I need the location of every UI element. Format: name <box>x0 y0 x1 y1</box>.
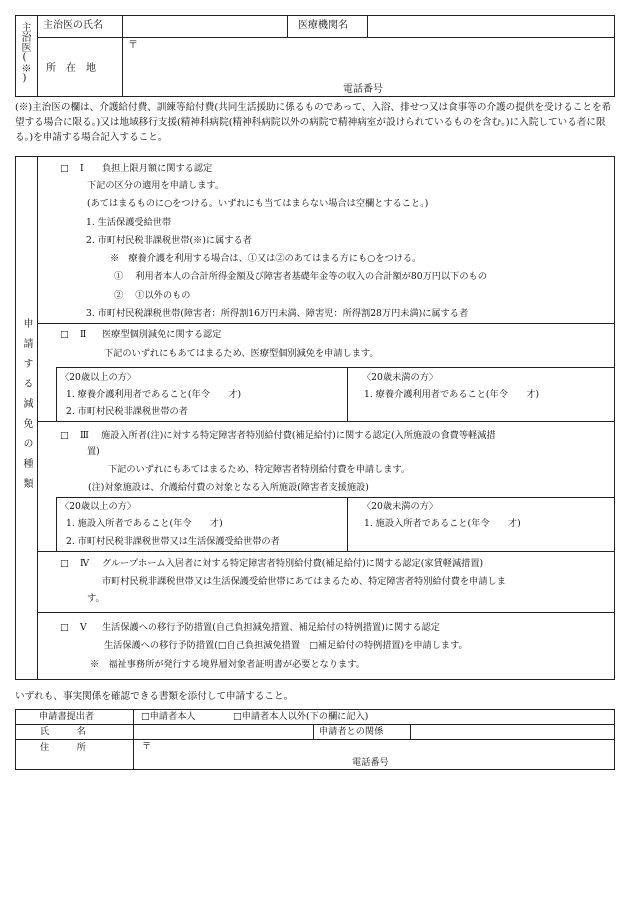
submitter-col-divider <box>313 724 314 739</box>
sec3-under20-item1: 1. 施設入所者であること(年令 才) <box>364 518 521 529</box>
doctor-row-divider <box>37 37 615 38</box>
sec3-note: (注)対象施設は、介護給付費の対象となる入所施設(障害者支援施設) <box>88 482 369 493</box>
doctor-col-divider <box>122 15 123 97</box>
sec2-subtable-left <box>56 367 57 421</box>
doctor-address-label: 所 在 地 <box>46 63 96 74</box>
sec4-checkbox[interactable]: □ <box>60 558 69 569</box>
doctor-phone-label: 電話番号 <box>343 84 383 95</box>
sec4-line1: 市町村民税非課税世帯又は生活保護受給世帯にあてはまるため、特定障害者特別給付費を申請しま <box>102 576 506 587</box>
doctor-address-field[interactable] <box>124 39 613 79</box>
sec3-number: Ⅲ <box>80 430 89 441</box>
sec3-over20-item2: 2. 市町村民税非課税世帯又は生活保護受給世帯の者 <box>66 536 280 547</box>
sec1-number: Ⅰ <box>80 163 84 174</box>
sec2-title: 医療型個別減免に関する認定 <box>102 329 222 340</box>
institution-label: 医療機関名 <box>298 20 348 31</box>
sec1-item2: 2. 市町村民税非課税世帯(※)に属する者 <box>86 235 252 246</box>
sec2-line1: 下記のいずれにもあてはまるため、医療型個別減免を申請します。 <box>104 348 379 359</box>
sec2-number: Ⅱ <box>80 329 87 340</box>
sec1-item1: 1. 生活保護受給世帯 <box>86 217 172 228</box>
sec3-line1: 下記のいずれにもあてはまるため、特定障害者特別給付費を申請します。 <box>108 464 411 475</box>
sec2-checkbox[interactable]: □ <box>60 329 69 340</box>
doctor-col-divider <box>37 15 38 97</box>
relation-field[interactable] <box>412 725 614 738</box>
sec2-over20-item1: 1. 療養介護利用者であること(年令 才) <box>66 389 242 400</box>
doctor-postal-mark: 〒 <box>128 40 138 51</box>
sec2-over20-item2: 2. 市町村民税非課税世帯の者 <box>66 406 188 417</box>
sec3-over20-item1: 1. 施設入所者であること(年令 才) <box>66 518 223 529</box>
sec-divider <box>37 421 615 422</box>
sec3-over20-heading: 〈20歳以上の方〉 <box>60 501 137 512</box>
reduction-side-label: 申請する減免の種類 <box>21 318 32 498</box>
sec4-line2: す。 <box>87 593 105 604</box>
sec5-line1: 生活保護への移行予防措置(□自己負担減免措置 □補足給付の特例措置)を申請します。 <box>104 640 468 651</box>
relation-label: 申請者との関係 <box>319 726 384 737</box>
sec-divider <box>37 612 615 613</box>
submitter-name-label: 氏 名 <box>40 726 86 737</box>
submitter-col-divider <box>410 724 411 739</box>
sec1-sub1: ① 利用者本人の合計所得金額及び障害者基礎年金等の収入の合計額が80万円以下のもの <box>114 271 487 282</box>
attach-note: いずれも、事実関係を確認できる書類を添付して申請すること。 <box>15 691 294 702</box>
sec1-line1: 下記の区分の適用を申請します。 <box>87 180 225 191</box>
sec1-sub2: ② ①以外のもの <box>114 290 191 301</box>
sec3-under20-heading: 〈20歳未満の方〉 <box>362 501 439 512</box>
sec1-item3: 3. 市町村民税課税世帯(障害者：所得割16万円未満、障害児：所得割28万円未満)に属する者 <box>86 308 469 319</box>
sec1-note: ※ 療養介護を利用する場合は、①又は②のあてはまる方にも○をつける。 <box>110 253 422 264</box>
sec4-number: Ⅳ <box>80 558 90 569</box>
doctor-name-label: 主治医の氏名 <box>43 20 103 31</box>
sec-divider <box>37 323 615 324</box>
sec2-over20-heading: 〈20歳以上の方〉 <box>60 372 137 383</box>
sec5-note: ※ 福祉事務所が発行する境界層対象者証明書が必要となります。 <box>90 659 365 670</box>
sec3-checkbox[interactable]: □ <box>60 430 69 441</box>
submitter-address-label: 住 所 <box>40 742 86 753</box>
doctor-name-field[interactable] <box>124 17 286 36</box>
doctor-col-divider <box>367 15 368 37</box>
sec5-title: 生活保護への移行予防措置(自己負担減免措置、補足給付の特例措置)に関する認定 <box>102 622 440 633</box>
submitter-postal-mark: 〒 <box>142 741 152 752</box>
doctor-side-label: 主治医(※) <box>19 22 30 84</box>
sec2-subtable-mid <box>347 367 348 421</box>
sec3-subtable-left <box>56 497 57 551</box>
sec2-subtable-top <box>56 367 615 368</box>
institution-field[interactable] <box>369 17 613 36</box>
sec3-subtable-mid <box>347 497 348 551</box>
sec-divider <box>37 551 615 552</box>
sec1-title: 負担上限月額に関する認定 <box>102 163 213 174</box>
sec5-checkbox[interactable]: □ <box>60 622 69 633</box>
sec3-subtable-top <box>56 497 615 498</box>
submitter-other-option[interactable]: □申請者本人以外(下の欄に記入) <box>233 711 369 722</box>
submitter-phone-label: 電話番号 <box>352 757 389 768</box>
sec1-checkbox[interactable]: □ <box>60 163 69 174</box>
doctor-col-divider <box>287 15 288 37</box>
sec3-title: 施設入所者(注)に対する特定障害者特別給付費(補足給付)に関する認定(入所施設の食費等軽減措 <box>101 430 496 441</box>
doctor-phone-field[interactable] <box>395 81 613 96</box>
sec2-under20-heading: 〈20歳未満の方〉 <box>362 372 439 383</box>
doctor-note: (※)主治医の欄は、介護給付費、訓練等給付費(共同生活援助に係るものであって、入浴、排せつ又は食事等の介護の提供を受けることを希望する場合に限る。)又は地域移行支援(精神科病院(精神科病院以外の病院で精神病室が設けられているものを含む。)に入院している者に限る。)を申請する場合記入すること。 <box>15 102 612 143</box>
submitter-name-field[interactable] <box>135 725 312 738</box>
sec3-title-cont: 置) <box>87 446 100 457</box>
sec1-line2: (あてはまるものに○をつける。いずれにも当てはまらない場合は空欄とすること。) <box>87 198 429 209</box>
reduction-side-divider <box>37 156 38 680</box>
submitter-label: 申請書提出者 <box>39 711 95 722</box>
sec4-title: グループホーム入居者に対する特定障害者特別給付費(補足給付)に関する認定(家賃軽減措置) <box>102 558 484 569</box>
sec5-number: Ⅴ <box>80 622 87 633</box>
submitter-self-option[interactable]: □申請者本人 <box>141 711 196 722</box>
sec2-under20-item1: 1. 療養介護利用者であること(年令 才) <box>364 389 540 400</box>
